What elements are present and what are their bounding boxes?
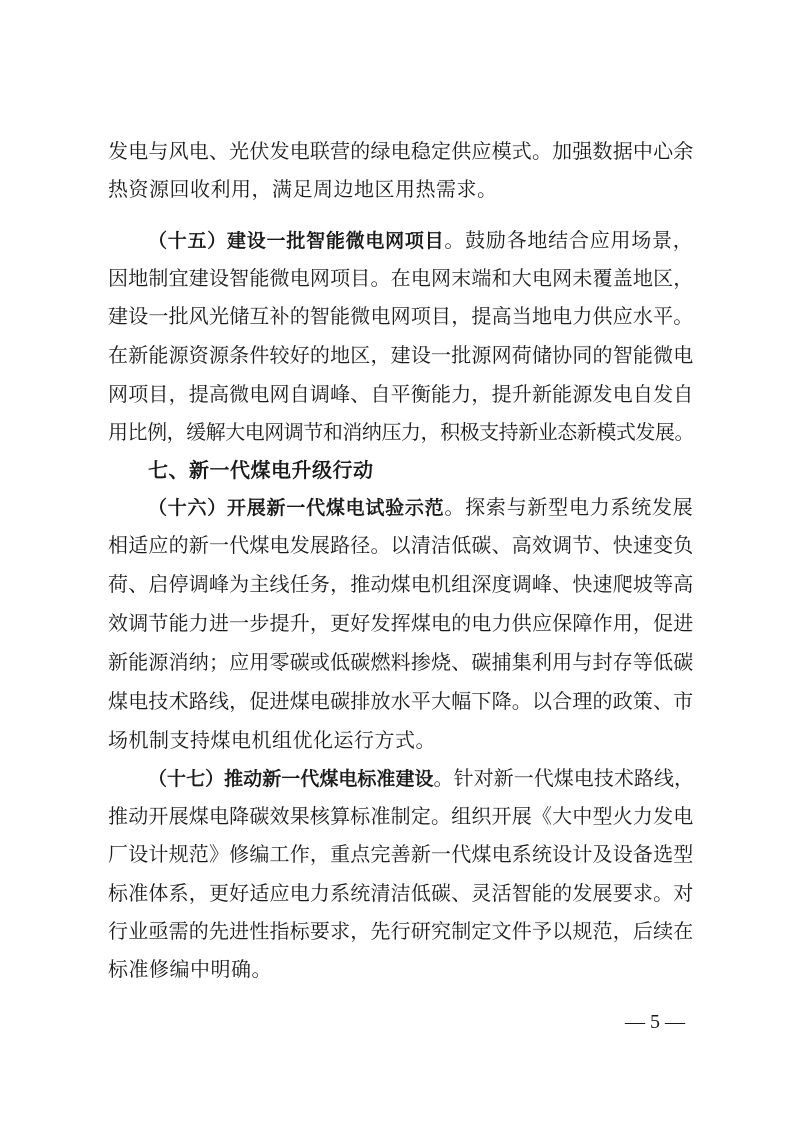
paragraph-line: 热资源回收利用，满足周边地区用热需求。 bbox=[108, 177, 498, 201]
section-7-heading: 七、新一代煤电升级行动 bbox=[148, 458, 374, 482]
paragraph-line: 荷、启停调峰为主线任务，推动煤电机组深度调峰、快速爬坡等高 bbox=[108, 572, 694, 596]
paragraph-line: 厂设计规范》修编工作，重点完善新一代煤电系统设计及设备选型 bbox=[108, 842, 694, 866]
paragraph-line: 行业亟需的先进性指标要求，先行研究制定文件予以规范，后续在 bbox=[108, 919, 694, 943]
section-15-title: （十五）建设一批智能微电网项目 bbox=[148, 230, 445, 252]
paragraph-line: 用比例，缓解大电网调节和消纳压力，积极支持新业态新模式发展。 bbox=[108, 420, 694, 444]
paragraph-line: 相适应的新一代煤电发展路径。以清洁低碳、高效调节、快速变负 bbox=[108, 533, 694, 557]
paragraph-line: 建设一批风光储互补的智能微电网项目，提高当地电力供应水平。 bbox=[108, 304, 694, 328]
section-17-title: （十七）推动新一代煤电标准建设 bbox=[148, 768, 434, 790]
paragraph-line: 新能源消纳；应用零碳或低碳燃料掺烧、碳捕集利用与封存等低碳 bbox=[108, 650, 694, 674]
section-16-line: （十六）开展新一代煤电试验示范。探索与新型电力系统发展 bbox=[148, 495, 694, 519]
paragraph-line: 发电与风电、光伏发电联营的绿电稳定供应模式。加强数据中心余 bbox=[108, 139, 694, 163]
section-17-line: （十七）推动新一代煤电标准建设。针对新一代煤电技术路线， bbox=[148, 766, 695, 790]
paragraph-line: 效调节能力进一步提升，更好发挥煤电的电力供应保障作用，促进 bbox=[108, 611, 694, 635]
section-16-title: （十六）开展新一代煤电试验示范 bbox=[148, 497, 445, 519]
paragraph-line: 推动开展煤电降碳效果核算标准制定。组织开展《大中型火力发电 bbox=[108, 804, 694, 828]
paragraph-line: 场机制支持煤电机组优化运行方式。 bbox=[108, 728, 436, 752]
section-15-line: （十五）建设一批智能微电网项目。鼓励各地结合应用场景， bbox=[148, 228, 694, 252]
paragraph-line: 因地制宜建设智能微电网项目。在电网末端和大电网未覆盖地区， bbox=[108, 266, 694, 290]
paragraph-line: 网项目，提高微电网自调峰、自平衡能力，提升新能源发电自发自 bbox=[108, 382, 694, 406]
paragraph-line: 煤电技术路线，促进煤电碳排放水平大幅下降。以合理的政策、市 bbox=[108, 689, 694, 713]
paragraph-line: 标准体系，更好适应电力系统清洁低碳、灵活智能的发展要求。对 bbox=[108, 881, 694, 905]
page-number: — 5 — bbox=[625, 1011, 685, 1033]
paragraph-line: 在新能源资源条件较好的地区，建设一批源网荷储协同的智能微电 bbox=[108, 343, 694, 367]
paragraph-line: 标准修编中明确。 bbox=[108, 957, 272, 981]
